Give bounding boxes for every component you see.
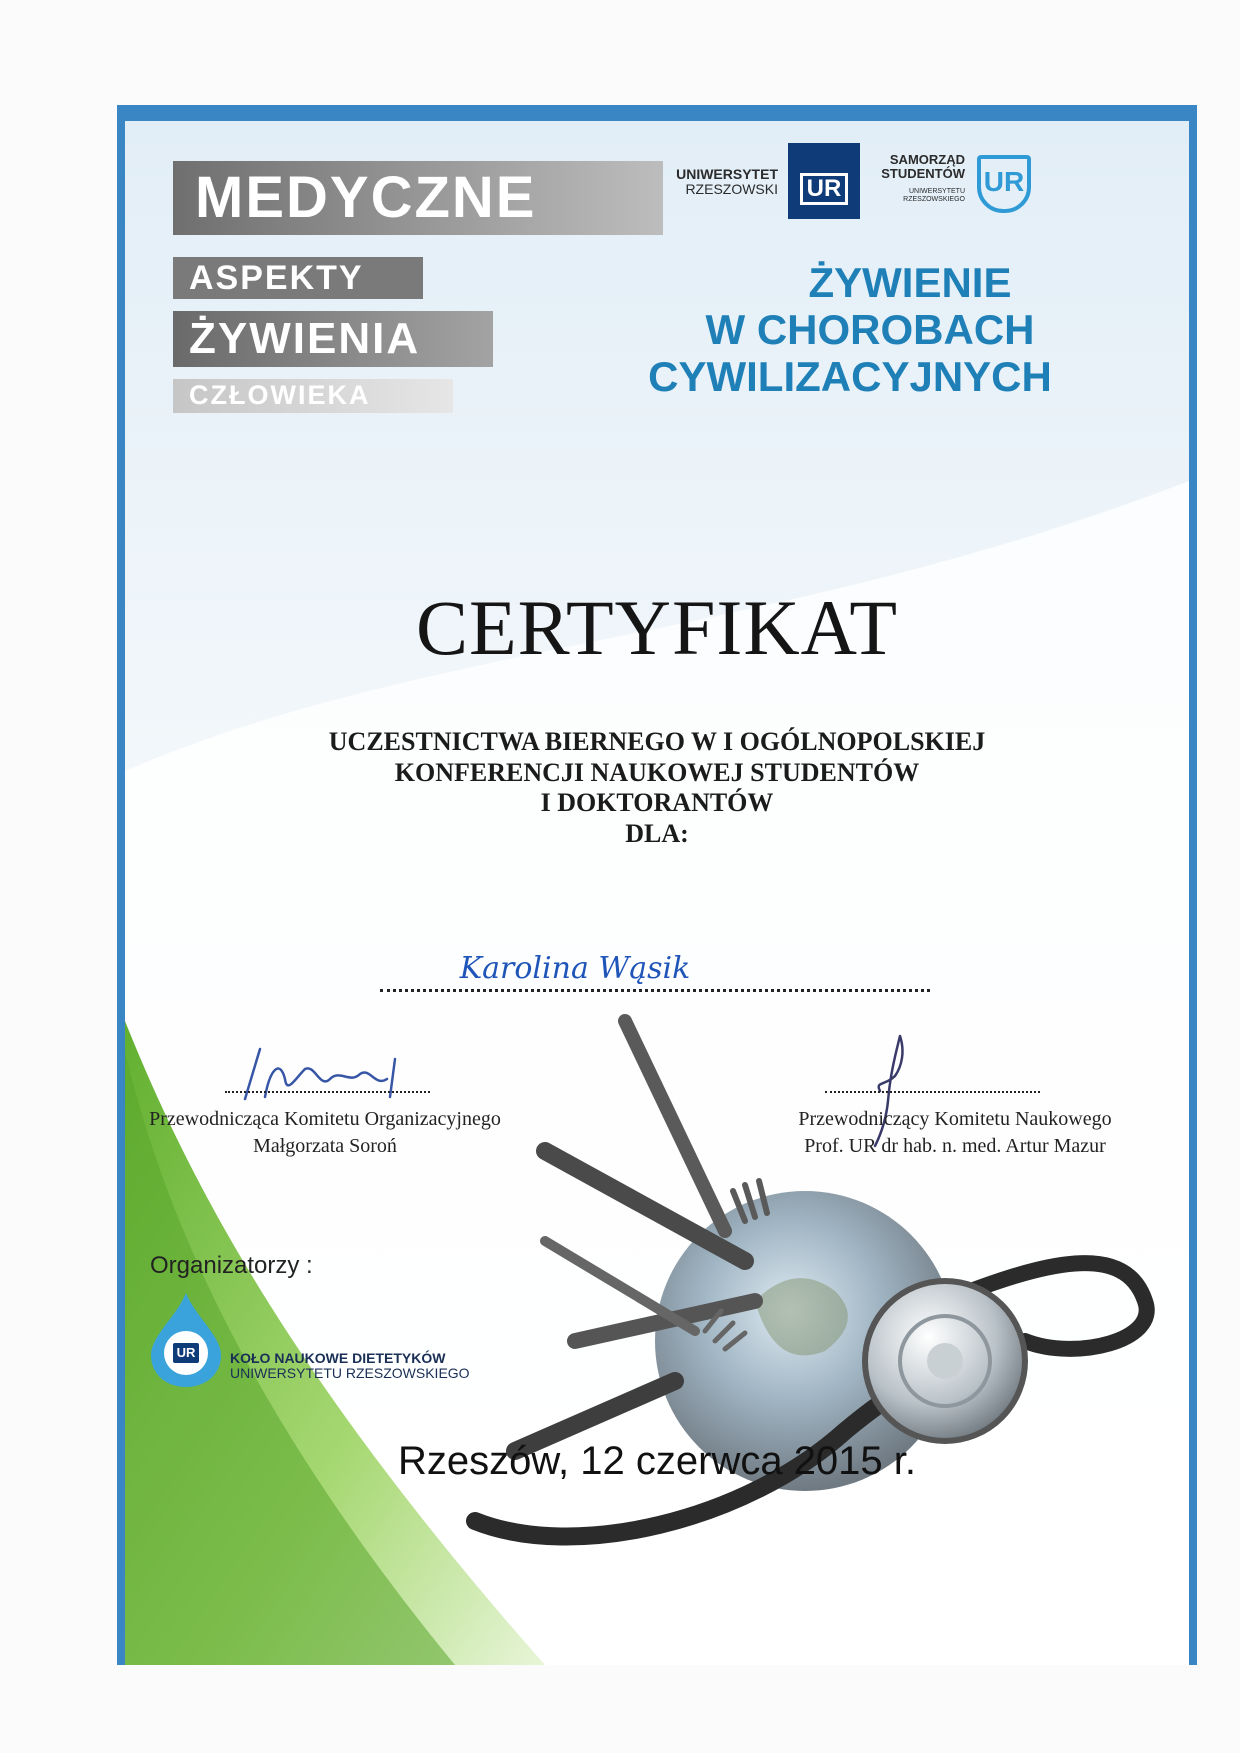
student-council-name (881, 153, 965, 203)
university-name-line1: UNIWERSYTET (676, 166, 778, 182)
student-council-line2: STUDENTÓW (881, 165, 965, 181)
left-signature (225, 1039, 425, 1105)
certificate-frame (117, 105, 1197, 1665)
logo-text-czlowieka: CZŁOWIEKA (189, 380, 371, 410)
student-council-shield-text: UR (983, 166, 1025, 197)
ur-emblem-icon (788, 143, 860, 219)
left-signature-name: Małgorzata Soroń (253, 1135, 397, 1157)
student-council-line1: SAMORZĄD (889, 152, 965, 167)
organizer-drop-logo-icon (147, 1291, 225, 1389)
subtitle-line4: DLA: (625, 819, 689, 849)
organizer-logo-mark: UR (176, 1345, 196, 1360)
right-signature-caption (745, 1106, 1165, 1160)
left-signature-caption (145, 1106, 505, 1160)
place-date: Rzeszów, 12 czerwca 2015 r. (397, 1439, 917, 1483)
conference-logo (173, 161, 633, 411)
university-name-line2: RZESZOWSKI (685, 180, 778, 197)
organizer-line2: UNIWERSYTETU RZESZOWSKIEGO (230, 1364, 470, 1381)
right-signature-role: Przewodniczący Komitetu Naukowego (798, 1108, 1112, 1130)
recipient-dotted-line (380, 989, 930, 992)
conference-topic (625, 259, 1075, 400)
student-council-shield-icon (977, 155, 1031, 213)
logo-line-zywienia (173, 311, 493, 367)
organizer-line1: KOŁO NAUKOWE DIETETYKÓW (230, 1350, 446, 1366)
organizer-name (230, 1351, 470, 1380)
subtitle-line3: I DOKTORANTÓW (540, 788, 774, 818)
logo-text-medyczne: MEDYCZNE (195, 165, 537, 230)
university-logo (670, 143, 860, 221)
certificate-title: CERTYFIKAT (416, 584, 898, 671)
logo-line-aspekty (173, 257, 423, 299)
organizers-label: Organizatorzy : (150, 1252, 313, 1279)
right-signature-line (825, 1091, 1040, 1093)
ur-emblem-text: UR (800, 173, 849, 205)
logo-text-aspekty: ASPEKTY (189, 259, 364, 297)
university-name (676, 167, 778, 196)
left-signature-line (225, 1091, 430, 1093)
certificate-subtitle (125, 727, 1189, 850)
student-council-sub1: UNIWERSYTETU (909, 188, 965, 196)
recipient-name: Karolina Wąsik (459, 951, 691, 986)
topic-line1: ŻYWIENIE (808, 259, 1012, 306)
logo-text-zywienia: ŻYWIENIA (189, 314, 421, 363)
topic-line3: CYWILIZACYJNYCH (648, 353, 1052, 401)
subtitle-line2: KONFERENCJI NAUKOWEJ STUDENTÓW (394, 757, 920, 787)
topic-line2: W CHOROBACH (705, 306, 1035, 354)
logo-line-czlowieka (173, 379, 453, 413)
student-council-sub2: RZESZOWSKIEGO (903, 195, 965, 203)
right-signature-name: Prof. UR dr hab. n. med. Artur Mazur (804, 1135, 1106, 1157)
subtitle-line1: UCZESTNICTWA BIERNEGO W I OGÓLNOPOLSKIEJ (328, 727, 986, 756)
logo-line-medyczne (173, 161, 663, 235)
left-signature-role: Przewodnicząca Komitetu Organizacyjnego (149, 1108, 501, 1130)
student-council-logo (865, 149, 1035, 229)
